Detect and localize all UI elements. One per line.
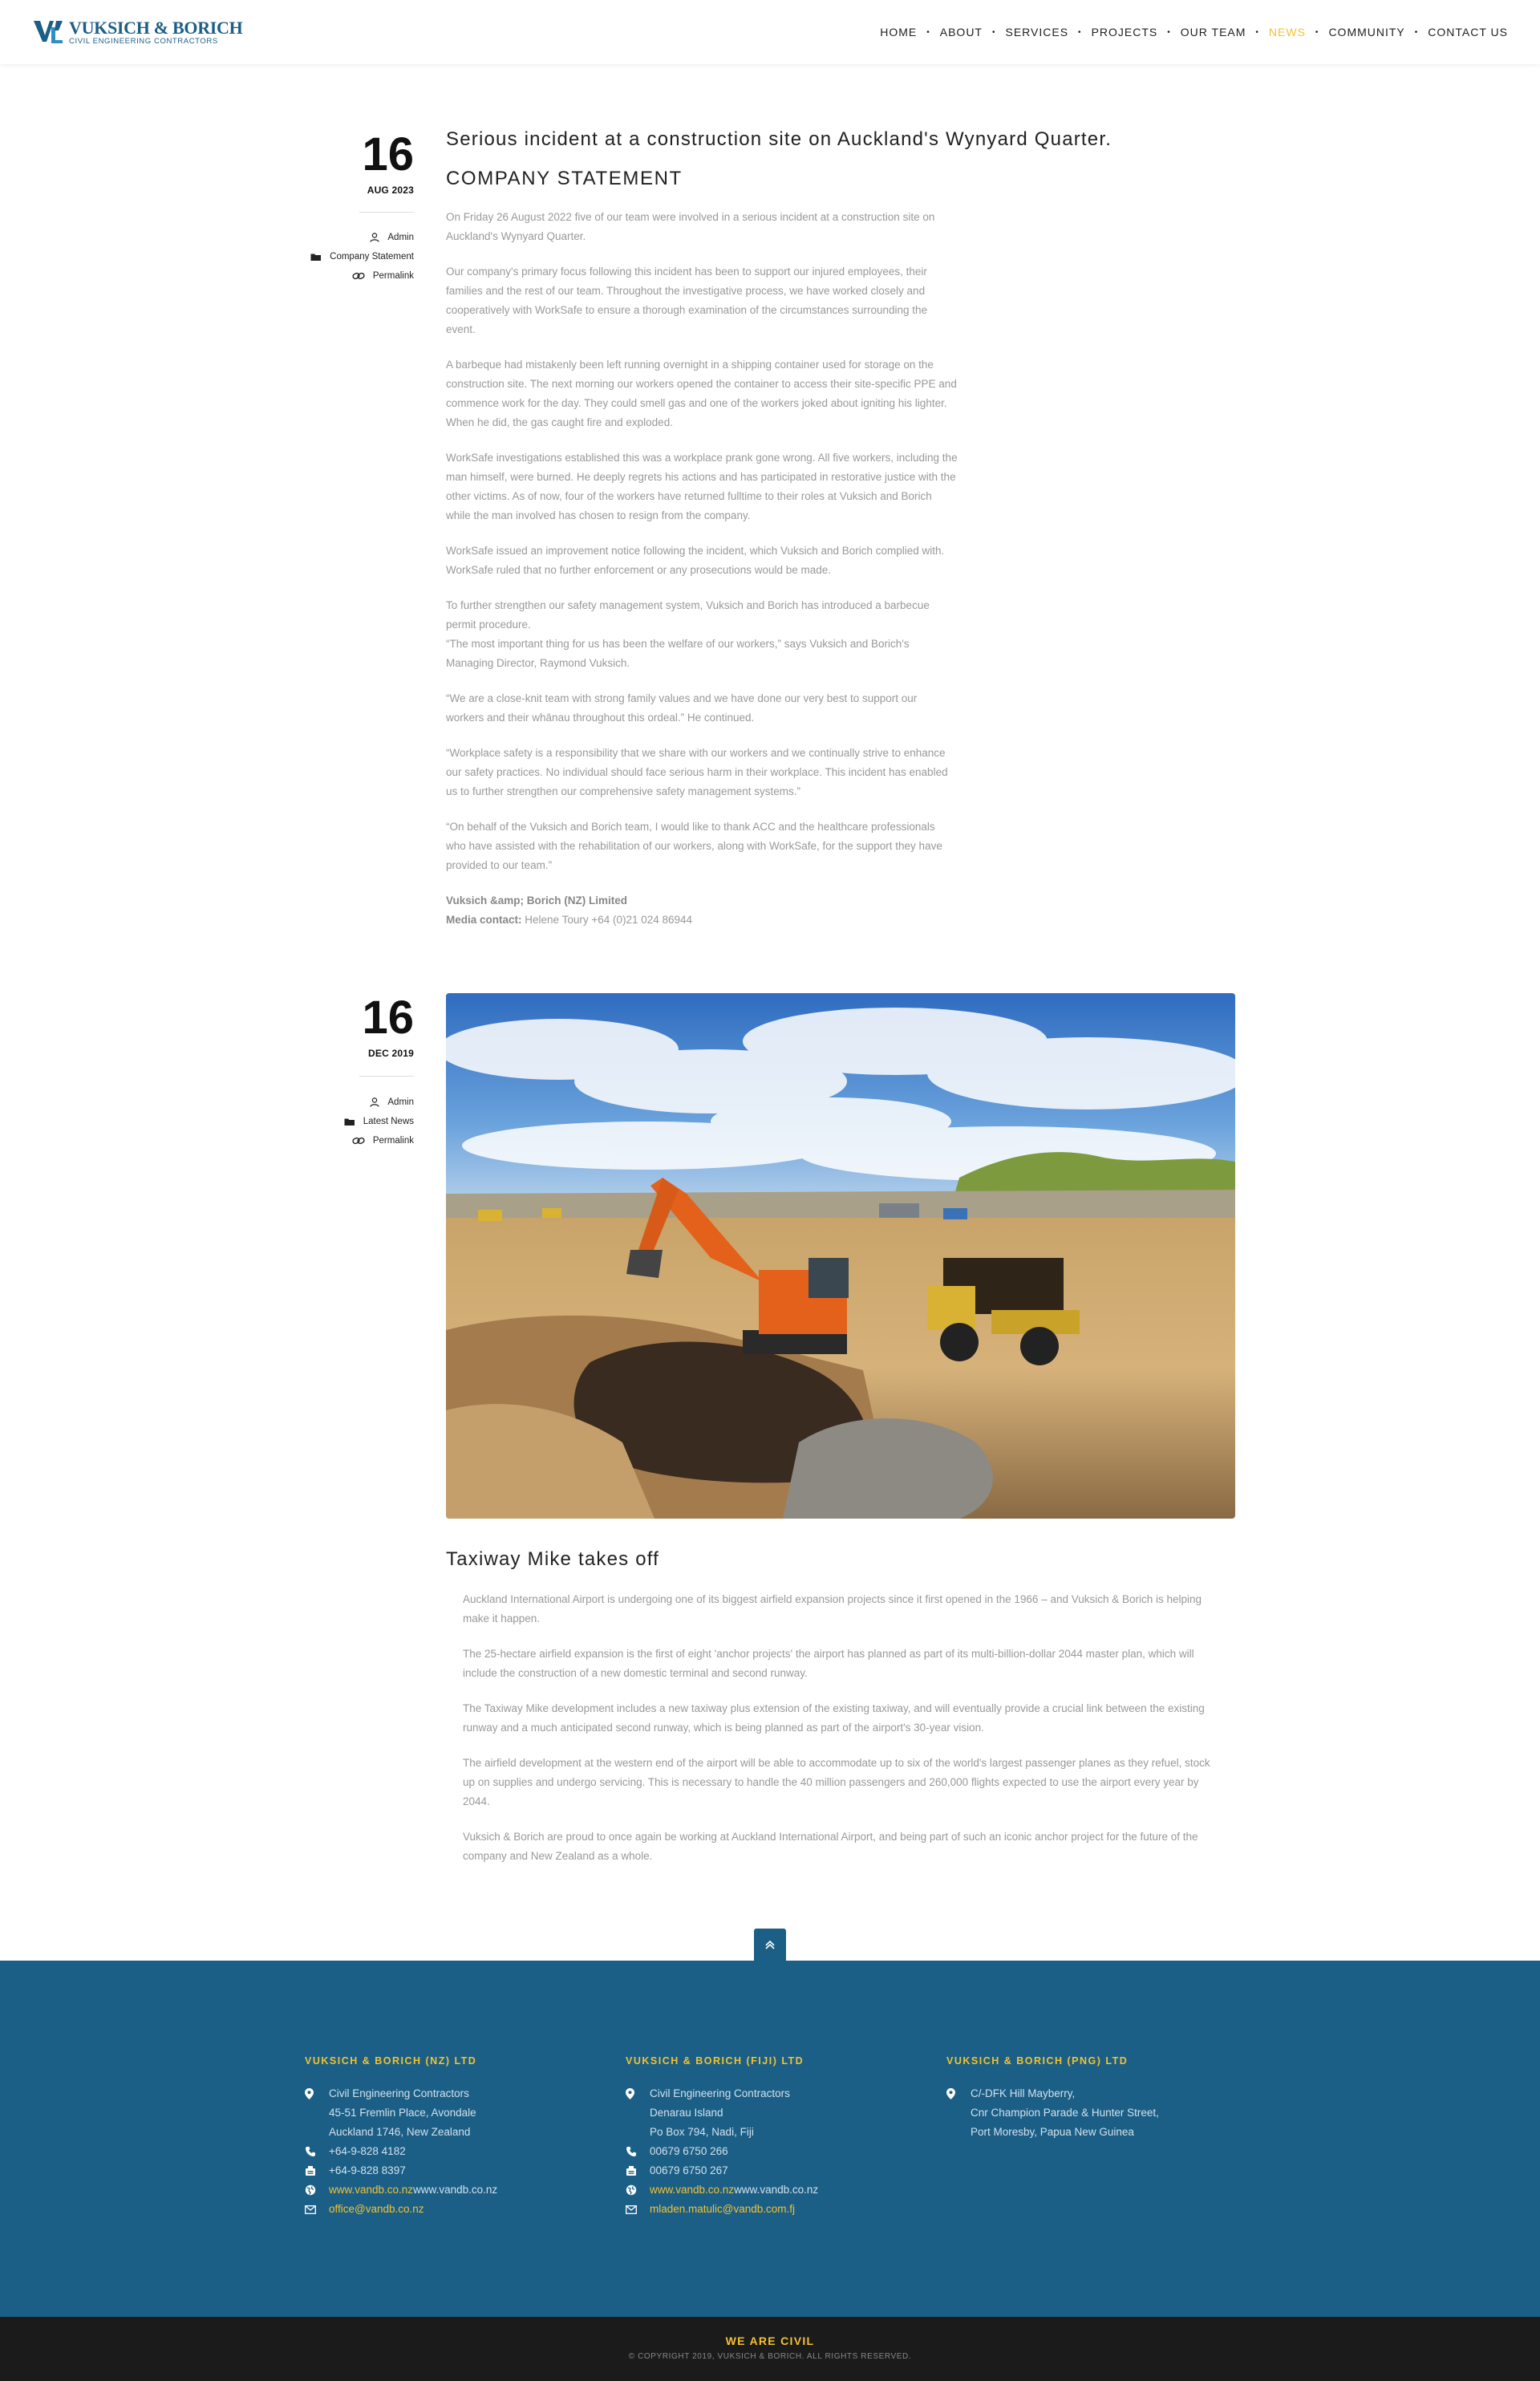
nav-separator: • (1315, 27, 1319, 37)
footer-address (946, 2084, 1251, 2142)
site-footer (0, 1961, 1540, 2317)
meta-author-label: Admin (387, 1097, 414, 1107)
post-paragraph: Our company's primary focus following this incident has been to support our injured employees, their families and the rest of our team. Throughout the investigative process, we have worked closely and cooperatively with WorkSafe to ensure a thorough examination of the circumstances surrounding the event. (446, 266, 928, 335)
footer-fax (305, 2161, 610, 2180)
post-paragraph: On Friday 26 August 2022 five of our team were involved in a serious incident at a construction site on Auckland's Wynyard Quarter. (446, 211, 935, 242)
site-logo[interactable] (32, 14, 249, 48)
post-day: 16 (362, 128, 414, 181)
footer-phone-number: 00679 6750 266 (650, 2145, 728, 2157)
logo-name: VUKSICH & BORICH (69, 18, 243, 38)
user-icon (370, 1097, 379, 1107)
fax-icon (626, 2165, 637, 2176)
scroll-to-top-button[interactable] (754, 1929, 786, 1961)
nav-contact-us[interactable]: CONTACT US (1428, 26, 1508, 39)
footer-heading: VUKSICH & BORICH (FIJI) LTD (626, 2055, 804, 2067)
footer-fax-number: +64-9-828 8397 (329, 2164, 406, 2176)
post-paragraph: WorkSafe issued an improvement notice following the incident, which Vuksich and Borich complied with. WorkSafe ruled that no further enforcement or any prosecutions would be made. (446, 545, 945, 576)
post-paragraph: Auckland International Airport is undergoing one of its biggest airfield expansion projects since it first opened in the 1966 – and Vuksich & Borich is helping make it happen. (463, 1593, 1202, 1625)
footer-website-link[interactable]: www.vandb.co.nz (650, 2184, 735, 2196)
logo-tagline: CIVIL ENGINEERING CONTRACTORS (69, 37, 218, 46)
globe-icon (626, 2184, 637, 2196)
nav-community[interactable]: COMMUNITY (1328, 26, 1405, 39)
meta-author[interactable] (253, 228, 414, 247)
post-paragraph: A barbeque had mistakenly been left running overnight in a shipping container used for storage on the construction site. The next morning our workers opened the container to access their site-specific PPE and commence work for the day. They could smell gas and one of the workers joked about igniting his lighter. When he did, the gas caught fire and exploded. (446, 359, 957, 428)
nav-separator: • (1167, 27, 1171, 37)
footer-address (626, 2084, 930, 2142)
post-paragraph: The airfield development at the western end of the airport will be able to accommodate up to six of the world's largest passenger planes as they refuel, stock up on supplies and undergo servicing. This is necessary to handle the 40 million passengers and 260,000 flights expected to use the airport every year by 2044. (463, 1757, 1210, 1807)
post-paragraph: “We are a close-knit team with strong family values and we have done our very best to support our workers and their whānau throughout this ordeal.” He continued. (446, 692, 918, 724)
map-marker-icon (626, 2088, 634, 2099)
nav-separator: • (1414, 27, 1419, 37)
post-paragraph: WorkSafe investigations established this was a workplace prank gone wrong. All five workers, including the man himself, were burned. He deeply regrets his actions and has participated in restorative justice with the other victims. As of now, four of the workers have returned fulltime to their roles at Vuksich and Borich while the man involved has chosen to resign from the company. (446, 452, 958, 521)
footer-website-text: www.vandb.co.nz (734, 2184, 819, 2196)
footer-phone[interactable] (305, 2142, 610, 2161)
footer-website-link[interactable]: www.vandb.co.nz (329, 2184, 414, 2196)
folder-icon (310, 253, 322, 262)
footer-address-line: Po Box 794, Nadi, Fiji (650, 2126, 754, 2138)
footer-email[interactable] (305, 2200, 610, 2219)
meta-permalink-label: Permalink (372, 271, 414, 281)
meta-author[interactable] (253, 1093, 414, 1112)
footer-address-line: Auckland 1746, New Zealand (329, 2126, 471, 2138)
envelope-icon (305, 2205, 316, 2214)
post-paragraph: The 25-hectare airfield expansion is the first of eight 'anchor projects' the airport has planned as part of its multi-billion-dollar 2044 master plan, which will include the construction of a new domestic terminal and second runway. (463, 1648, 1194, 1679)
footer-website[interactable] (305, 2180, 610, 2200)
meta-divider (359, 1076, 414, 1077)
footer-address-line: Cnr Champion Parade & Hunter Street, (971, 2107, 1159, 2119)
map-marker-icon (305, 2088, 314, 2099)
post-paragraph: Vuksich & Borich are proud to once again be working at Auckland International Airport, and being part of such an iconic anchor project for the future of the company and New Zealand as a whole. (463, 1831, 1198, 1862)
user-icon (370, 233, 379, 242)
excavator-site-photo (446, 993, 1235, 1519)
footer-heading: VUKSICH & BORICH (PNG) LTD (946, 2055, 1129, 2067)
bottom-bar (0, 2317, 1540, 2381)
footer-fax (626, 2161, 930, 2180)
footer-email-link[interactable]: mladen.matulic@vandb.com.fj (650, 2203, 796, 2215)
footer-website-text: www.vandb.co.nz (413, 2184, 498, 2196)
nav-home[interactable]: HOME (880, 26, 918, 39)
post-month: DEC 2019 (368, 1048, 414, 1059)
logo-mark-icon (32, 16, 67, 47)
footer-email[interactable] (626, 2200, 930, 2219)
post-featured-image[interactable] (446, 993, 1235, 1519)
meta-category[interactable] (253, 1112, 414, 1131)
meta-divider (359, 212, 414, 213)
nav-our-team[interactable]: OUR TEAM (1180, 26, 1246, 39)
meta-permalink-label: Permalink (372, 1136, 414, 1146)
post-month: AUG 2023 (367, 185, 414, 196)
post-body (446, 208, 958, 930)
footer-address-line: Civil Engineering Contractors (650, 2087, 790, 2099)
footer-email-link[interactable]: office@vandb.co.nz (329, 2203, 424, 2215)
post-paragraph: “The most important thing for us has been the welfare of our workers,” says Vuksich and Borich's Managing Director, Raymond Vuksich. (446, 638, 910, 669)
post-date (342, 128, 414, 196)
nav-services[interactable]: SERVICES (1005, 26, 1069, 39)
post-paragraph: “Workplace safety is a responsibility that we share with our workers and we continually strive to enhance our safety practices. No individual should face serious harm in their workplace. This incident has enabled us to further strengthen our comprehensive safety management systems.” (446, 747, 948, 797)
bottom-tagline: WE ARE CIVIL (725, 2334, 815, 2347)
link-icon (352, 271, 365, 281)
company-signature: Vuksich &amp; Borich (NZ) Limited (446, 894, 628, 907)
post-date (342, 992, 414, 1059)
footer-column-fiji (626, 2055, 930, 2219)
footer-column-nz (305, 2055, 610, 2219)
nav-separator: • (1078, 27, 1082, 37)
footer-fax-number: 00679 6750 267 (650, 2164, 728, 2176)
envelope-icon (626, 2205, 637, 2214)
fax-icon (305, 2165, 316, 2176)
post-paragraph: “On behalf of the Vuksich and Borich team, I would like to thank ACC and the healthcare professionals who have assisted with the rehabilitation of our workers, along with WorkSafe, for the support they have provided to our team.” (446, 821, 942, 871)
folder-icon (344, 1117, 355, 1126)
footer-address (305, 2084, 610, 2142)
footer-phone-number: +64-9-828 4182 (329, 2145, 406, 2157)
double-chevron-up-icon (764, 1939, 776, 1950)
post-meta (253, 1093, 414, 1150)
post-paragraph: The Taxiway Mike development includes a new taxiway plus extension of the existing taxiway, and will eventually provide a crucial link between the existing runway and a much anticipated second runway, which is being planned as part of the airport's 30-year vision. (463, 1702, 1205, 1734)
nav-separator: • (991, 27, 996, 37)
main-nav (880, 0, 1508, 64)
globe-icon (305, 2184, 316, 2196)
nav-projects[interactable]: PROJECTS (1091, 26, 1158, 39)
nav-separator: • (926, 27, 930, 37)
meta-category-label: Latest News (363, 1117, 414, 1126)
meta-category-label: Company Statement (330, 252, 414, 262)
post-title[interactable]: Taxiway Mike takes off (446, 1548, 660, 1570)
footer-address-line: 45-51 Fremlin Place, Avondale (329, 2107, 476, 2119)
meta-permalink[interactable] (253, 1131, 414, 1150)
map-marker-icon (946, 2088, 955, 2099)
meta-permalink[interactable] (253, 266, 414, 286)
footer-address-line: Civil Engineering Contractors (329, 2087, 469, 2099)
phone-icon (626, 2146, 637, 2157)
link-icon (352, 1136, 365, 1146)
post-body (463, 1590, 1217, 1882)
post-paragraph: To further strengthen our safety management system, Vuksich and Borich has introduced a barbecue permit procedure. (446, 599, 930, 631)
footer-heading: VUKSICH & BORICH (NZ) LTD (305, 2055, 477, 2067)
site-header (0, 0, 1540, 64)
post-day: 16 (362, 992, 414, 1044)
footer-column-png (946, 2055, 1251, 2142)
nav-news[interactable]: NEWS (1268, 26, 1306, 39)
footer-phone[interactable] (626, 2142, 930, 2161)
footer-address-line: Port Moresby, Papua New Guinea (971, 2126, 1134, 2138)
post-meta (253, 228, 414, 286)
phone-icon (305, 2146, 316, 2157)
copyright-text: © COPYRIGHT 2019, VUKSICH & BORICH. ALL RIGHTS RESERVED. (628, 2352, 912, 2361)
meta-author-label: Admin (387, 233, 414, 242)
nav-about[interactable]: ABOUT (939, 26, 983, 39)
post-subtitle: COMPANY STATEMENT (446, 168, 683, 189)
meta-category[interactable] (253, 247, 414, 266)
media-contact: Media contact: Helene Toury +64 (0)21 024 86944 (446, 914, 693, 926)
footer-address-line: Denarau Island (650, 2107, 723, 2119)
footer-address-line: C/-DFK Hill Mayberry, (971, 2087, 1076, 2099)
footer-website[interactable] (626, 2180, 930, 2200)
post-title[interactable]: Serious incident at a construction site on Auckland's Wynyard Quarter. (446, 128, 1112, 150)
nav-separator: • (1255, 27, 1259, 37)
